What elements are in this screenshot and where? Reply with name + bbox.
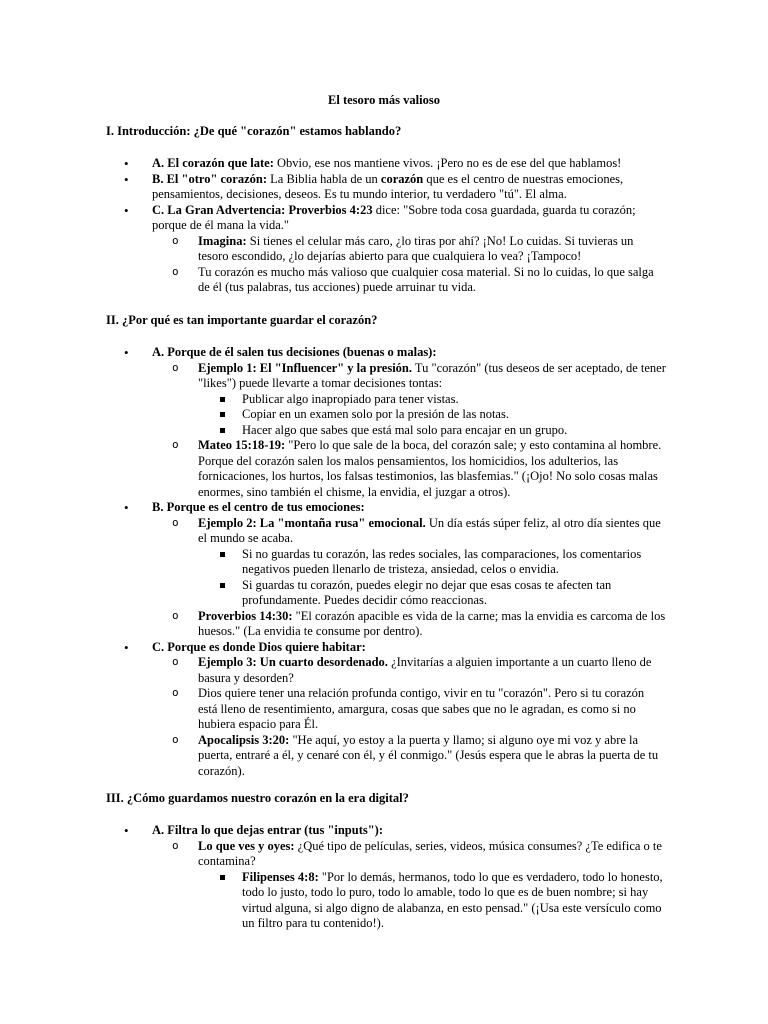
- sublist-item: [152, 234, 666, 265]
- sub-sublist-item: Publicar algo inapropiado para tener vistas.: [198, 392, 666, 408]
- item-text: Tu "corazón" (tus deseos de ser aceptado, de tener "likes") puede llevarte a tomar decisiones tontas:: [198, 360, 666, 390]
- sublist-item: [152, 839, 666, 932]
- list-item: [106, 156, 666, 172]
- item-text: La Biblia habla de un: [267, 171, 381, 186]
- list-item: [106, 345, 666, 500]
- sublist: [152, 516, 666, 640]
- sublist-item: [152, 265, 666, 296]
- sub-sublist-item: Hacer algo que sabes que está mal solo para encajar en un grupo.: [198, 423, 666, 439]
- list-item: [106, 172, 666, 203]
- item-label: A. Filtra lo que dejas entrar (tus "inputs"):: [152, 823, 384, 837]
- sub-sublist-item: Si no guardas tu corazón, las redes sociales, las comparaciones, los comentarios negativos pueden llenarlo de tristeza, ansiedad, celos o envidia.: [198, 547, 666, 578]
- item-text: que es el centro de nuestras emociones, pensamientos, decisiones, deseos. Es tu mundo interior, tu verdadero "tú". El alma.: [152, 171, 624, 201]
- section-heading-2: II. ¿Por qué es tan importante guardar el corazón?: [106, 313, 378, 327]
- sub-sublist-item: Copiar en un examen solo por la presión de las notas.: [198, 407, 666, 423]
- item-label: A. El corazón que late:: [152, 156, 274, 170]
- item-text: "El corazón apacible es vida de la carne; mas la envidia es carcoma de los huesos." (La envidia te consume por dentro).: [198, 608, 666, 638]
- sub-sublist: [198, 392, 666, 439]
- item-label: Mateo 15:18-19:: [198, 438, 286, 452]
- sublist-item: [152, 609, 666, 640]
- list-item: [106, 500, 666, 640]
- item-text: "Pero lo que sale de la boca, del corazón sale; y esto contamina al hombre. Porque del corazón salen los malos pensamientos, los homicidios, los adulterios, las fornicaciones, los hurtos, los falsas testimonios, las blasfemias." (¡Ojo! No solo cosas malas enormes, sino también el chisme, la envidia, el juzgar a otros).: [198, 438, 662, 499]
- item-text: Un día estás súper feliz, al otro día sientes que el mundo se acaba.: [198, 515, 661, 545]
- item-label: Imagina:: [198, 233, 247, 248]
- sublist-item: [152, 361, 666, 439]
- item-label: C. Porque es donde Dios quiere habitar:: [152, 639, 366, 654]
- item-text: Si tienes el celular más caro, ¿lo tiras por ahí? ¡No! Lo cuidas. Si tuvieras un tesoro escondido, ¿lo dejarías abierto para que cualquiera lo vea? ¡Tampoco!: [198, 233, 634, 263]
- item-text: "He aquí, yo estoy a la puerta y llamo; si alguno oye mi voz y abre la puerta, entraré a él, y cenaré con él, y él conmigo." (Jesús espera que le abras la puerta de tu corazón).: [198, 732, 659, 778]
- item-label: Ejemplo 2: La "montaña rusa" emocional.: [198, 515, 426, 530]
- item-label: Lo que ves y oyes:: [198, 838, 295, 853]
- item-text: dice: "Sobre toda cosa guardada, guarda tu corazón; porque de él mana la vida.": [152, 202, 636, 232]
- item-label: B. El "otro" corazón:: [152, 171, 268, 186]
- item-label: Filipenses 4:8:: [242, 869, 319, 884]
- item-text: "Por lo demás, hermanos, todo lo que es verdadero, todo lo honesto, todo lo justo, todo lo puro, todo lo amable, todo lo que es de buen nombre; si hay virtud alguna, si algo digno de alabanza, en esto pensad." (¡Usa este versículo como un filtro para tu contenido!).: [242, 869, 663, 930]
- document-title: El tesoro más valioso: [328, 93, 440, 107]
- item-label: Ejemplo 1: El "Influencer" y la presión.: [198, 360, 412, 375]
- item-label: A. Porque de él salen tus decisiones (buenas o malas):: [152, 345, 437, 359]
- item-label: Apocalipsis 3:20:: [198, 732, 290, 747]
- sublist: [152, 361, 666, 501]
- sublist-item: [152, 655, 666, 686]
- sublist: [152, 655, 666, 779]
- item-label: Proverbios 14:30:: [198, 608, 293, 623]
- item-text: Tu corazón es mucho más valioso que cualquier cosa material. Si no lo cuidas, lo que salga de él (tus palabras, tus acciones) puede arruinar tu vida.: [198, 264, 654, 294]
- list-item: [106, 640, 666, 780]
- section-3-list: [106, 823, 666, 932]
- sublist-item: [152, 733, 666, 780]
- item-text: Dios quiere tener una relación profunda contigo, vivir en tu "corazón". Pero si tu corazón está lleno de resentimiento, amargura, cosas que sabes que no le agradan, es como si no hubiera espacio para Él.: [198, 686, 645, 731]
- list-item: [106, 823, 666, 932]
- section-2-list: [106, 345, 666, 779]
- item-text: ¿Invitarías a alguien importante a un cuarto lleno de basura y desorden?: [198, 655, 652, 685]
- item-text: Obvio, ese nos mantiene vivos. ¡Pero no es de ese del que hablamos!: [273, 156, 622, 170]
- sub-sublist-item: [198, 870, 666, 932]
- section-heading-3: III. ¿Cómo guardamos nuestro corazón en la era digital?: [106, 791, 409, 805]
- item-label: B. Porque es el centro de tus emociones:: [152, 500, 365, 514]
- sublist-item: [152, 516, 666, 609]
- sub-sublist: [198, 547, 666, 609]
- sublist: [152, 839, 666, 932]
- item-emphasis: corazón: [380, 171, 424, 186]
- item-text: ¿Qué tipo de películas, series, videos, música consumes? ¿Te edifica o te contamina?: [198, 838, 662, 868]
- sub-sublist: [198, 870, 666, 932]
- item-label: C. La Gran Advertencia: Proverbios 4:23: [152, 202, 373, 217]
- sub-sublist-item: Si guardas tu corazón, puedes elegir no dejar que esas cosas te afecten tan profundamente. Puedes decidir cómo reaccionas.: [198, 578, 666, 609]
- list-item: [106, 203, 666, 296]
- section-heading-1: I. Introducción: ¿De qué "corazón" estamos hablando?: [106, 124, 402, 138]
- section-1-list: [106, 156, 666, 296]
- sublist-item: [152, 438, 666, 500]
- sublist-item: [152, 686, 666, 733]
- sublist: [152, 234, 666, 296]
- item-label: Ejemplo 3: Un cuarto desordenado.: [198, 655, 388, 669]
